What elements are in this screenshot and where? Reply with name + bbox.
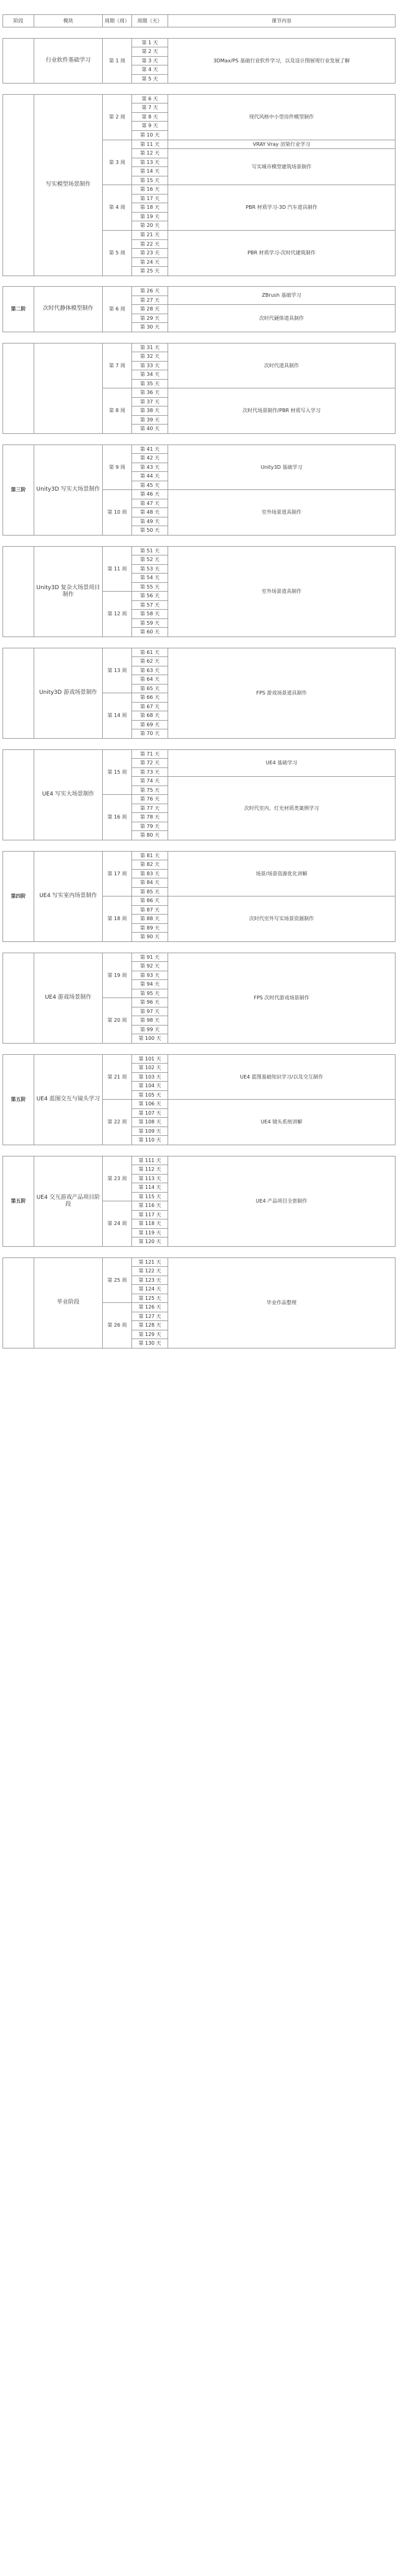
day-cell: 第 8 天 <box>131 112 168 122</box>
content-cell: 现代风格中小型房件模型制作 <box>168 94 396 140</box>
day-cell: 第 93 天 <box>131 971 168 980</box>
header-module: 模块 <box>34 14 103 27</box>
day-cell: 第 53 天 <box>131 564 168 574</box>
day-cell: 第 29 天 <box>131 314 168 323</box>
stage-cell: 第五阶 <box>2 1156 34 1247</box>
week-cell: 第 26 周 <box>102 1302 132 1348</box>
stage-cell: 第三阶 <box>2 445 34 536</box>
day-cell: 第 80 天 <box>131 830 168 840</box>
day-cell: 第 1 天 <box>131 38 168 47</box>
day-cell: 第 109 天 <box>131 1127 168 1136</box>
week-cell: 第 23 周 <box>102 1156 132 1201</box>
day-cell: 第 84 天 <box>131 878 168 888</box>
day-cell: 第 11 天 <box>131 140 168 149</box>
day-cell: 第 3 天 <box>131 56 168 65</box>
day-cell: 第 40 天 <box>131 424 168 434</box>
day-cell: 第 43 天 <box>131 463 168 472</box>
module-cell: UE4 蓝图交互与镜头学习 <box>34 1054 103 1145</box>
day-cell: 第 42 天 <box>131 453 168 463</box>
day-cell: 第 51 天 <box>131 546 168 555</box>
content-cell: 次时代室外写实场景资源制作 <box>168 896 396 942</box>
content-cell: 次时代室内、灯光材质类案例学习 <box>168 776 396 840</box>
day-cell: 第 105 天 <box>131 1090 168 1100</box>
day-cell: 第 71 天 <box>131 749 168 759</box>
day-cell: 第 124 天 <box>131 1284 168 1294</box>
day-cell: 第 22 天 <box>131 239 168 249</box>
day-cell: 第 2 天 <box>131 47 168 57</box>
day-cell: 第 48 天 <box>131 507 168 517</box>
content-cell: VRAY Vray 渲染行业学习 <box>168 140 396 149</box>
day-cell: 第 100 天 <box>131 1034 168 1044</box>
content-cell: 次时代道具制作 <box>168 343 396 388</box>
week-cell: 第 2 周 <box>102 94 132 140</box>
day-cell: 第 87 天 <box>131 905 168 915</box>
week-cell: 第 11 周 <box>102 546 132 592</box>
day-cell: 第 28 天 <box>131 304 168 314</box>
day-cell: 第 103 天 <box>131 1072 168 1082</box>
module-cell: Unity3D 写实大场景制作 <box>34 445 103 536</box>
day-cell: 第 79 天 <box>131 822 168 831</box>
header-weeks: 周期（周） <box>102 14 132 27</box>
content-cell: 次时代硬体道具制作 <box>168 304 396 332</box>
day-cell: 第 62 天 <box>131 656 168 666</box>
day-cell: 第 75 天 <box>131 786 168 795</box>
week-cell: 第 19 周 <box>102 953 132 998</box>
day-cell: 第 74 天 <box>131 776 168 786</box>
day-cell: 第 45 天 <box>131 481 168 490</box>
day-cell: 第 59 天 <box>131 618 168 628</box>
module-cell: 次时代静体模型制作 <box>34 286 103 332</box>
day-cell: 第 112 天 <box>131 1165 168 1175</box>
day-cell: 第 24 天 <box>131 257 168 267</box>
content-cell: FPS 游戏场景道具制作 <box>168 648 396 739</box>
day-cell: 第 130 天 <box>131 1338 168 1348</box>
day-cell: 第 129 天 <box>131 1330 168 1339</box>
day-cell: 第 17 天 <box>131 194 168 203</box>
day-cell: 第 23 天 <box>131 248 168 258</box>
day-cell: 第 41 天 <box>131 445 168 454</box>
day-cell: 第 121 天 <box>131 1257 168 1267</box>
content-cell: 3DMax/PS 基础行业软件学习，以及设计图展现行业发展了解 <box>168 38 396 84</box>
day-cell: 第 94 天 <box>131 979 168 989</box>
day-cell: 第 98 天 <box>131 1016 168 1026</box>
day-cell: 第 68 天 <box>131 711 168 721</box>
day-cell: 第 99 天 <box>131 1025 168 1034</box>
content-cell: UE4 产品项目全套制作 <box>168 1156 396 1247</box>
day-cell: 第 46 天 <box>131 489 168 499</box>
day-cell: 第 47 天 <box>131 499 168 508</box>
day-cell: 第 4 天 <box>131 65 168 75</box>
module-cell <box>34 343 103 434</box>
day-cell: 第 6 天 <box>131 94 168 103</box>
day-cell: 第 56 天 <box>131 591 168 601</box>
day-cell: 第 117 天 <box>131 1210 168 1219</box>
day-cell: 第 67 天 <box>131 702 168 711</box>
week-cell: 第 17 周 <box>102 851 132 896</box>
header-content: 课节内容 <box>168 14 396 27</box>
day-cell: 第 39 天 <box>131 415 168 425</box>
content-cell: FPS 次时代游戏场景制作 <box>168 953 396 1044</box>
module-cell: Unity3D 游戏场景制作 <box>34 648 103 739</box>
day-cell: 第 120 天 <box>131 1237 168 1247</box>
day-cell: 第 30 天 <box>131 322 168 332</box>
stage-cell <box>2 749 34 840</box>
day-cell: 第 33 天 <box>131 361 168 370</box>
header-days: 周期（天） <box>131 14 168 27</box>
day-cell: 第 122 天 <box>131 1266 168 1276</box>
content-cell: UE4 基础学习 <box>168 749 396 777</box>
content-cell: ZBrush 基础学习 <box>168 286 396 305</box>
day-cell: 第 18 天 <box>131 203 168 213</box>
day-cell: 第 102 天 <box>131 1063 168 1073</box>
week-cell: 第 16 周 <box>102 794 132 840</box>
week-cell: 第 5 周 <box>102 230 132 276</box>
module-cell: UE4 写实室内场景制作 <box>34 851 103 942</box>
week-cell: 第 18 周 <box>102 896 132 942</box>
day-cell: 第 12 天 <box>131 148 168 158</box>
day-cell: 第 125 天 <box>131 1294 168 1303</box>
day-cell: 第 88 天 <box>131 914 168 924</box>
content-cell: PBR 材质学习-3D 汽车道具制作 <box>168 185 396 231</box>
week-cell: 第 10 周 <box>102 489 132 536</box>
day-cell: 第 61 天 <box>131 648 168 657</box>
day-cell: 第 37 天 <box>131 397 168 406</box>
week-cell: 第 14 周 <box>102 693 132 739</box>
header-stage: 阶段 <box>2 14 34 27</box>
day-cell: 第 128 天 <box>131 1320 168 1330</box>
content-cell: 毕业作品整理 <box>168 1257 396 1348</box>
content-cell: UE4 镜头系统讲解 <box>168 1099 396 1145</box>
stage-cell <box>2 38 34 84</box>
day-cell: 第 127 天 <box>131 1312 168 1321</box>
week-cell: 第 25 周 <box>102 1257 132 1303</box>
day-cell: 第 44 天 <box>131 471 168 481</box>
day-cell: 第 13 天 <box>131 158 168 167</box>
content-cell: 场景/场景资源优化讲解 <box>168 851 396 896</box>
day-cell: 第 57 天 <box>131 600 168 610</box>
stage-cell <box>2 1257 34 1348</box>
day-cell: 第 69 天 <box>131 720 168 729</box>
day-cell: 第 60 天 <box>131 627 168 637</box>
week-cell: 第 1 周 <box>102 38 132 84</box>
day-cell: 第 66 天 <box>131 693 168 703</box>
content-cell: UE4 蓝图基础知识学习/以及交互制作 <box>168 1054 396 1100</box>
day-cell: 第 118 天 <box>131 1219 168 1229</box>
day-cell: 第 34 天 <box>131 370 168 380</box>
day-cell: 第 5 天 <box>131 74 168 84</box>
day-cell: 第 19 天 <box>131 212 168 221</box>
day-cell: 第 104 天 <box>131 1081 168 1091</box>
content-cell: 室外场景道具制作 <box>168 546 396 637</box>
day-cell: 第 55 天 <box>131 582 168 592</box>
stage-cell <box>2 546 34 637</box>
stage-cell <box>2 343 34 434</box>
stage-cell: 第四阶 <box>2 851 34 942</box>
day-cell: 第 25 天 <box>131 266 168 276</box>
content-cell: 室外场景道具制作 <box>168 489 396 536</box>
stage-cell <box>2 94 34 276</box>
day-cell: 第 119 天 <box>131 1228 168 1238</box>
day-cell: 第 76 天 <box>131 794 168 804</box>
day-cell: 第 113 天 <box>131 1174 168 1183</box>
content-cell: Unity3D 基础学习 <box>168 445 396 490</box>
module-cell: 写实模型场景制作 <box>34 94 103 276</box>
day-cell: 第 111 天 <box>131 1156 168 1165</box>
week-cell: 第 6 周 <box>102 286 132 332</box>
module-cell: 毕业阶段 <box>34 1257 103 1348</box>
stage-cell <box>2 648 34 739</box>
day-cell: 第 21 天 <box>131 230 168 240</box>
day-cell: 第 101 天 <box>131 1054 168 1064</box>
module-cell: UE4 游戏场景制作 <box>34 953 103 1044</box>
week-cell: 第 21 周 <box>102 1054 132 1100</box>
day-cell: 第 49 天 <box>131 517 168 526</box>
day-cell: 第 15 天 <box>131 176 168 185</box>
day-cell: 第 82 天 <box>131 860 168 870</box>
day-cell: 第 123 天 <box>131 1276 168 1285</box>
day-cell: 第 70 天 <box>131 729 168 739</box>
day-cell: 第 32 天 <box>131 352 168 362</box>
content-cell: 次时代场景制作/PBR 材质写入学习 <box>168 388 396 434</box>
week-cell: 第 7 周 <box>102 343 132 388</box>
content-cell: 写实城市模型建筑场景制作 <box>168 148 396 185</box>
week-cell: 第 22 周 <box>102 1099 132 1145</box>
content-cell: PBR 材质学习-次时代建筑制作 <box>168 230 396 276</box>
day-cell: 第 115 天 <box>131 1192 168 1201</box>
day-cell: 第 81 天 <box>131 851 168 860</box>
day-cell: 第 108 天 <box>131 1117 168 1127</box>
day-cell: 第 110 天 <box>131 1135 168 1145</box>
week-cell: 第 4 周 <box>102 185 132 231</box>
day-cell: 第 65 天 <box>131 684 168 693</box>
module-cell: Unity3D 复杂大场景项目制作 <box>34 546 103 637</box>
day-cell: 第 31 天 <box>131 343 168 352</box>
day-cell: 第 90 天 <box>131 932 168 942</box>
week-cell: 第 3 周 <box>102 140 132 185</box>
day-cell: 第 27 天 <box>131 296 168 305</box>
week-cell: 第 20 周 <box>102 997 132 1044</box>
week-cell: 第 8 周 <box>102 388 132 434</box>
day-cell: 第 73 天 <box>131 767 168 777</box>
module-cell: UE4 写实大场景制作 <box>34 749 103 840</box>
day-cell: 第 114 天 <box>131 1183 168 1193</box>
stage-cell: 第二阶 <box>2 286 34 332</box>
week-cell: 第 24 周 <box>102 1201 132 1247</box>
day-cell: 第 52 天 <box>131 555 168 565</box>
day-cell: 第 20 天 <box>131 221 168 231</box>
stage-cell <box>2 953 34 1044</box>
day-cell: 第 126 天 <box>131 1302 168 1312</box>
day-cell: 第 9 天 <box>131 121 168 131</box>
day-cell: 第 38 天 <box>131 406 168 416</box>
day-cell: 第 92 天 <box>131 961 168 971</box>
day-cell: 第 116 天 <box>131 1201 168 1211</box>
week-cell: 第 15 周 <box>102 749 132 795</box>
day-cell: 第 63 天 <box>131 666 168 675</box>
day-cell: 第 96 天 <box>131 997 168 1007</box>
module-cell: UE4 交互游戏产品项目阶段 <box>34 1156 103 1247</box>
day-cell: 第 26 天 <box>131 286 168 296</box>
day-cell: 第 36 天 <box>131 388 168 398</box>
day-cell: 第 95 天 <box>131 989 168 998</box>
day-cell: 第 7 天 <box>131 103 168 113</box>
day-cell: 第 14 天 <box>131 166 168 176</box>
day-cell: 第 107 天 <box>131 1108 168 1118</box>
day-cell: 第 83 天 <box>131 869 168 878</box>
stage-cell: 第五阶 <box>2 1054 34 1145</box>
day-cell: 第 89 天 <box>131 923 168 933</box>
day-cell: 第 54 天 <box>131 573 168 583</box>
day-cell: 第 77 天 <box>131 804 168 813</box>
week-cell: 第 12 周 <box>102 591 132 637</box>
day-cell: 第 64 天 <box>131 675 168 685</box>
day-cell: 第 10 天 <box>131 130 168 140</box>
day-cell: 第 78 天 <box>131 812 168 822</box>
day-cell: 第 50 天 <box>131 526 168 536</box>
day-cell: 第 86 天 <box>131 896 168 906</box>
week-cell: 第 9 周 <box>102 445 132 490</box>
day-cell: 第 72 天 <box>131 758 168 768</box>
day-cell: 第 16 天 <box>131 185 168 195</box>
day-cell: 第 85 天 <box>131 887 168 896</box>
day-cell: 第 91 天 <box>131 953 168 962</box>
day-cell: 第 97 天 <box>131 1007 168 1016</box>
week-cell: 第 13 周 <box>102 648 132 693</box>
module-cell: 行业软件基础学习 <box>34 38 103 84</box>
day-cell: 第 35 天 <box>131 379 168 388</box>
day-cell: 第 58 天 <box>131 609 168 619</box>
day-cell: 第 106 天 <box>131 1099 168 1109</box>
